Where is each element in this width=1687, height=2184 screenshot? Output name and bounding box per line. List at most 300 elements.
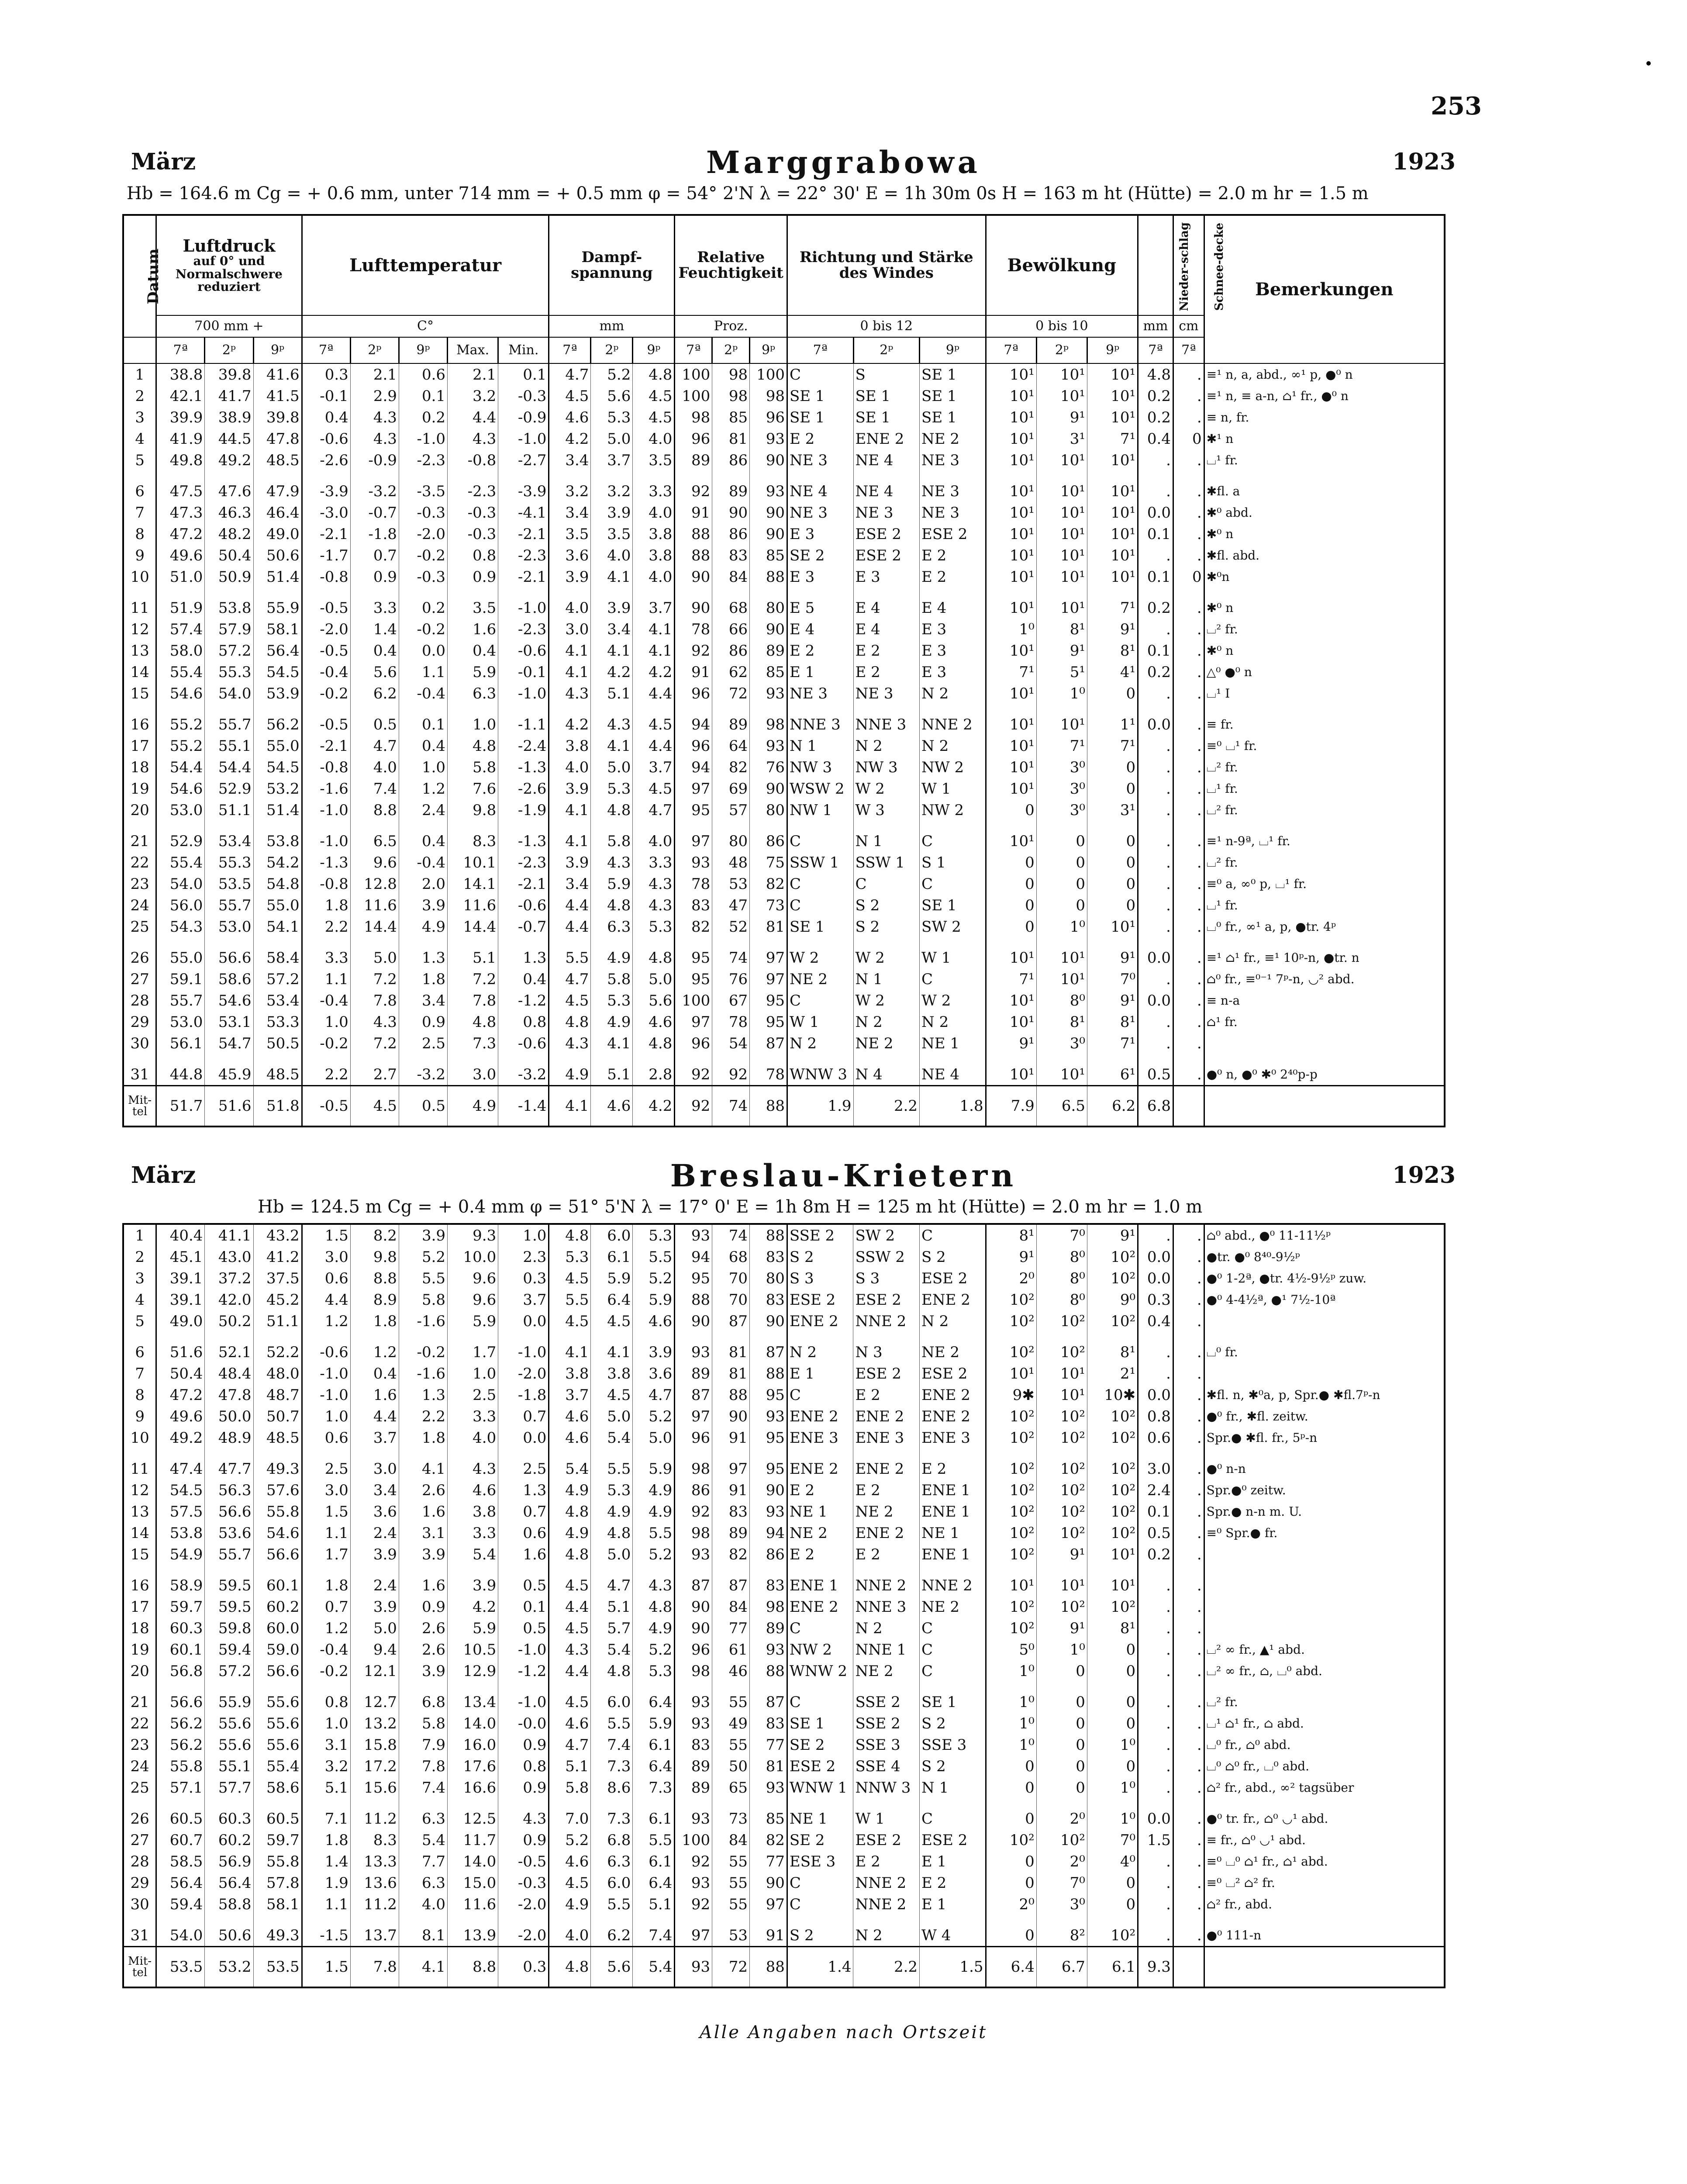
- value-cell: .: [1173, 735, 1204, 757]
- value-cell: 4.7: [549, 968, 591, 990]
- value-cell: 5⁰: [986, 1639, 1036, 1660]
- value-cell: 38.9: [205, 407, 253, 428]
- value-cell: 1.0: [302, 1011, 350, 1033]
- value-cell: 42.1: [156, 385, 205, 407]
- unit-bew: 0 bis 10: [986, 315, 1138, 337]
- value-cell: 12.7: [350, 1691, 399, 1713]
- value-cell: 49.8: [156, 449, 205, 471]
- value-cell: 3.0: [448, 1064, 498, 1086]
- remark-cell: ●⁰ 111-n: [1204, 1925, 1445, 1947]
- value-cell: .: [1173, 545, 1204, 566]
- value-cell: 0.9: [350, 566, 399, 587]
- value-cell: NW 2: [920, 799, 986, 821]
- value-cell: 74: [712, 947, 750, 968]
- table-row: [123, 1829, 1445, 1851]
- remark-cell: ⌂² fr., abd.: [1204, 1894, 1445, 1915]
- date-cell: 21: [130, 1693, 149, 1711]
- value-cell: 95: [675, 968, 712, 990]
- value-cell: .: [1173, 778, 1204, 799]
- value-cell: 51.0: [156, 566, 205, 587]
- value-cell: 1⁰: [986, 1734, 1036, 1755]
- value-cell: 49.6: [156, 545, 205, 566]
- value-cell: 1⁰: [986, 1713, 1036, 1734]
- value-cell: .: [1173, 1501, 1204, 1522]
- value-cell: -1.0: [498, 1639, 549, 1660]
- value-cell: 1.9: [302, 1872, 350, 1894]
- value-cell: N 2: [920, 735, 986, 757]
- value-cell: 2.2: [399, 1406, 447, 1427]
- value-cell: -1.8: [350, 523, 399, 545]
- value-cell: NE 2: [920, 428, 986, 449]
- value-cell: 4.5: [549, 1575, 591, 1596]
- value-cell: 55.7: [205, 714, 253, 735]
- value-cell: 17.2: [350, 1755, 399, 1777]
- value-cell: 4.9: [633, 1501, 675, 1522]
- value-cell: .: [1173, 385, 1204, 407]
- col-temp: Lufttemperatur: [302, 215, 549, 315]
- value-cell: 1.0: [448, 1363, 498, 1384]
- value-cell: SE 1: [920, 895, 986, 916]
- value-cell: 5.2: [549, 1829, 591, 1851]
- date-cell: 4: [135, 1291, 145, 1309]
- value-cell: ENE 2: [920, 1384, 986, 1406]
- table-row: [123, 1596, 1445, 1617]
- value-cell: 7.1: [302, 1808, 350, 1829]
- value-cell: 4.5: [591, 1310, 633, 1332]
- table-row: [123, 1617, 1445, 1639]
- value-cell: 48.2: [205, 523, 253, 545]
- value-cell: 5.3: [633, 1660, 675, 1682]
- value-cell: 7.2: [350, 1033, 399, 1054]
- value-cell: S 2: [920, 1755, 986, 1777]
- value-cell: SSE 4: [853, 1755, 920, 1777]
- value-cell: 7¹: [1087, 1033, 1138, 1054]
- value-cell: 6.2: [591, 1925, 633, 1947]
- value-cell: 3¹: [1036, 428, 1087, 449]
- value-cell: 56.1: [156, 1033, 205, 1054]
- value-cell: -1.3: [498, 757, 549, 778]
- value-cell: 5.4: [549, 1458, 591, 1479]
- value-cell: -2.4: [498, 735, 549, 757]
- value-cell: E 2: [853, 1544, 920, 1565]
- value-cell: 10¹: [986, 449, 1036, 471]
- value-cell: 58.5: [156, 1851, 205, 1872]
- value-cell: -3.5: [399, 480, 447, 502]
- value-cell: 0.2: [1138, 407, 1173, 428]
- value-cell: 45.9: [205, 1064, 253, 1086]
- date-cell: 20: [130, 1662, 149, 1680]
- value-cell: 3.4: [591, 619, 633, 640]
- value-cell: NE 3: [920, 502, 986, 523]
- value-cell: 55: [712, 1872, 750, 1894]
- value-cell: 55.4: [253, 1755, 302, 1777]
- value-cell: 6.8: [399, 1691, 447, 1713]
- value-cell: ESE 2: [920, 1268, 986, 1289]
- value-cell: 98: [750, 385, 787, 407]
- value-cell: 4.3: [448, 428, 498, 449]
- value-cell: .: [1173, 1427, 1204, 1448]
- value-cell: 10¹: [986, 778, 1036, 799]
- value-cell: 1⁰: [1087, 1734, 1138, 1755]
- date-cell: 28: [130, 992, 149, 1009]
- value-cell: 90: [712, 1406, 750, 1427]
- value-cell: 0.7: [498, 1406, 549, 1427]
- value-cell: -2.6: [302, 449, 350, 471]
- value-cell: .: [1173, 1289, 1204, 1310]
- value-cell: 55.7: [205, 895, 253, 916]
- value-cell: C: [787, 1691, 853, 1713]
- value-cell: 50.6: [205, 1925, 253, 1947]
- station-title: Breslau-Krietern: [670, 1158, 1017, 1194]
- value-cell: 0: [986, 799, 1036, 821]
- value-cell: .: [1173, 1458, 1204, 1479]
- value-cell: 56.2: [253, 714, 302, 735]
- value-cell: 3.8: [591, 1363, 633, 1384]
- value-cell: 5.3: [591, 407, 633, 428]
- value-cell: .: [1173, 1851, 1204, 1872]
- value-cell: E 3: [920, 619, 986, 640]
- value-cell: W 1: [853, 1808, 920, 1829]
- value-cell: 80: [750, 799, 787, 821]
- value-cell: 4.1: [549, 640, 591, 661]
- value-cell: .: [1138, 895, 1173, 916]
- value-cell: 5.4: [591, 1639, 633, 1660]
- remark-cell: ⌴² fr.: [1204, 852, 1445, 873]
- date-cell: 21: [130, 832, 149, 850]
- value-cell: 10¹: [1036, 385, 1087, 407]
- value-cell: N 1: [853, 968, 920, 990]
- value-cell: 0.4: [350, 640, 399, 661]
- value-cell: 88: [675, 545, 712, 566]
- value-cell: 54.5: [253, 757, 302, 778]
- value-cell: 10¹: [1036, 947, 1087, 968]
- value-cell: 6.4: [591, 1289, 633, 1310]
- value-cell: 4.1: [633, 619, 675, 640]
- value-cell: .: [1138, 852, 1173, 873]
- remark-cell: ✱¹ n: [1204, 428, 1445, 449]
- date-cell: 17: [130, 737, 149, 755]
- value-cell: 5.0: [591, 757, 633, 778]
- value-cell: -0.3: [448, 523, 498, 545]
- value-cell: C: [920, 1224, 986, 1246]
- value-cell: 94: [675, 1246, 712, 1268]
- value-cell: 4.9: [399, 916, 447, 937]
- value-cell: 7.3: [633, 1777, 675, 1798]
- value-cell: 47.8: [205, 1384, 253, 1406]
- value-cell: 53.8: [205, 597, 253, 619]
- value-cell: SSE 2: [853, 1691, 920, 1713]
- value-cell: C: [787, 990, 853, 1011]
- value-cell: .: [1173, 407, 1204, 428]
- value-cell: 13.7: [350, 1925, 399, 1947]
- value-cell: 58.1: [253, 1894, 302, 1915]
- table-row: [123, 480, 1445, 502]
- value-cell: 91: [712, 1479, 750, 1501]
- mean-cell: 4.1: [549, 1086, 591, 1127]
- value-cell: 4.6: [448, 1479, 498, 1501]
- table-row: [123, 449, 1445, 471]
- value-cell: 2.7: [350, 1064, 399, 1086]
- value-cell: 58.8: [205, 1894, 253, 1915]
- value-cell: 4.8: [633, 1596, 675, 1617]
- value-cell: NE 1: [787, 1501, 853, 1522]
- value-cell: 4.7: [591, 1575, 633, 1596]
- value-cell: 55.3: [205, 852, 253, 873]
- value-cell: 4.8: [591, 1522, 633, 1544]
- value-cell: 54.4: [205, 757, 253, 778]
- value-cell: 12.1: [350, 1660, 399, 1682]
- row-spacer: [123, 937, 1445, 947]
- remark-cell: ≡¹ n, a, abd., ∞¹ p, ●⁰ n: [1204, 363, 1445, 385]
- value-cell: 89: [750, 640, 787, 661]
- value-cell: 0.7: [498, 1501, 549, 1522]
- value-cell: SE 2: [787, 1734, 853, 1755]
- value-cell: 50.4: [156, 1363, 205, 1384]
- value-cell: 81: [750, 1755, 787, 1777]
- value-cell: NNE 2: [853, 1872, 920, 1894]
- value-cell: 53.8: [253, 830, 302, 852]
- value-cell: -3.9: [302, 480, 350, 502]
- value-cell: W 2: [920, 990, 986, 1011]
- value-cell: -2.3: [448, 480, 498, 502]
- value-cell: 10¹: [986, 714, 1036, 735]
- mean-cell: 1.4: [787, 1947, 853, 1988]
- value-cell: 91: [675, 502, 712, 523]
- value-cell: 53: [712, 873, 750, 895]
- value-cell: 52.2: [253, 1341, 302, 1363]
- value-cell: 0.0: [1138, 1808, 1173, 1829]
- value-cell: 6.3: [591, 916, 633, 937]
- remark-cell: ✱⁰n: [1204, 566, 1445, 587]
- value-cell: 9¹: [1087, 1224, 1138, 1246]
- remark-cell: ≡⁰ a, ∞⁰ p, ⌴¹ fr.: [1204, 873, 1445, 895]
- value-cell: 0.4: [448, 640, 498, 661]
- value-cell: .: [1173, 1639, 1204, 1660]
- table-row: [123, 1384, 1445, 1406]
- value-cell: 39.9: [156, 407, 205, 428]
- value-cell: 10¹: [986, 1011, 1036, 1033]
- value-cell: 0: [1173, 428, 1204, 449]
- value-cell: 3.5: [549, 523, 591, 545]
- value-cell: 10¹: [1087, 916, 1138, 937]
- value-cell: .: [1173, 1544, 1204, 1565]
- value-cell: 91: [712, 1427, 750, 1448]
- value-cell: 10¹: [1087, 502, 1138, 523]
- value-cell: 8.8: [350, 1268, 399, 1289]
- value-cell: SE 1: [787, 1713, 853, 1734]
- table-row: [123, 1660, 1445, 1682]
- value-cell: 4.8: [591, 895, 633, 916]
- value-cell: 12.8: [350, 873, 399, 895]
- value-cell: 100: [675, 1829, 712, 1851]
- table-row: [123, 830, 1445, 852]
- row-spacer: [123, 1565, 1445, 1575]
- value-cell: 0.2: [1138, 1544, 1173, 1565]
- value-cell: 68: [712, 1246, 750, 1268]
- value-cell: 10¹: [1036, 523, 1087, 545]
- table-row: [123, 428, 1445, 449]
- value-cell: 0.2: [1138, 661, 1173, 683]
- value-cell: NE 3: [853, 502, 920, 523]
- remark-cell: ⌴² fr.: [1204, 757, 1445, 778]
- mean-cell: 4.6: [591, 1086, 633, 1127]
- value-cell: 4.6: [633, 1011, 675, 1033]
- value-cell: 4.0: [633, 502, 675, 523]
- value-cell: 11.2: [350, 1894, 399, 1915]
- value-cell: 2.4: [350, 1522, 399, 1544]
- date-cell: 2: [135, 1248, 145, 1266]
- value-cell: -2.1: [498, 873, 549, 895]
- value-cell: C: [787, 895, 853, 916]
- value-cell: 3.3: [448, 1522, 498, 1544]
- remark-cell: ⌴⁰ fr., ⌂⁰ abd.: [1204, 1734, 1445, 1755]
- table-row: [123, 1544, 1445, 1565]
- value-cell: 3.8: [549, 735, 591, 757]
- value-cell: 4.6: [549, 1851, 591, 1872]
- value-cell: 49: [712, 1713, 750, 1734]
- value-cell: 1.2: [302, 1310, 350, 1332]
- value-cell: 5.4: [399, 1829, 447, 1851]
- value-cell: 10¹: [986, 407, 1036, 428]
- value-cell: 7⁰: [1087, 968, 1138, 990]
- remark-cell: ●⁰ fr., ✱fl. zeitw.: [1204, 1406, 1445, 1427]
- value-cell: 82: [750, 1829, 787, 1851]
- value-cell: -3.2: [350, 480, 399, 502]
- value-cell: 3.9: [549, 566, 591, 587]
- value-cell: SE 1: [920, 363, 986, 385]
- value-cell: 9✱: [986, 1384, 1036, 1406]
- value-cell: 0.5: [498, 1575, 549, 1596]
- value-cell: ENE 2: [787, 1458, 853, 1479]
- value-cell: 10¹: [1036, 566, 1087, 587]
- value-cell: 10¹: [986, 735, 1036, 757]
- value-cell: 0: [1087, 830, 1138, 852]
- value-cell: 52.9: [156, 830, 205, 852]
- value-cell: 41.7: [205, 385, 253, 407]
- value-cell: 77: [712, 1617, 750, 1639]
- value-cell: -2.1: [302, 735, 350, 757]
- value-cell: 8¹: [1036, 1011, 1087, 1033]
- value-cell: NE 3: [787, 449, 853, 471]
- value-cell: -1.6: [399, 1310, 447, 1332]
- value-cell: 88: [750, 1660, 787, 1682]
- remark-cell: ⌴¹ fr.: [1204, 449, 1445, 471]
- value-cell: -2.0: [498, 1363, 549, 1384]
- value-cell: N 2: [787, 1341, 853, 1363]
- value-cell: NNE 3: [853, 714, 920, 735]
- value-cell: NE 2: [853, 1033, 920, 1054]
- table-row: [123, 799, 1445, 821]
- remark-cell: ⌴⁰ fr.: [1204, 1341, 1445, 1363]
- value-cell: 77: [750, 1851, 787, 1872]
- value-cell: 0: [1087, 1713, 1138, 1734]
- value-cell: 0: [986, 1808, 1036, 1829]
- value-cell: 67: [712, 990, 750, 1011]
- value-cell: 56.6: [253, 1660, 302, 1682]
- value-cell: 7⁰: [1036, 1224, 1087, 1246]
- value-cell: 0: [1087, 1894, 1138, 1915]
- value-cell: -1.3: [498, 830, 549, 852]
- value-cell: .: [1173, 1033, 1204, 1054]
- value-cell: C: [787, 1617, 853, 1639]
- table-row: [123, 1246, 1445, 1268]
- value-cell: NE 4: [920, 1064, 986, 1086]
- value-cell: -0.5: [302, 597, 350, 619]
- remark-cell: ≡⁰ ⌴¹ fr.: [1204, 735, 1445, 757]
- value-cell: 0.0: [1138, 1246, 1173, 1268]
- value-cell: 10²: [986, 1829, 1036, 1851]
- value-cell: 81: [712, 1341, 750, 1363]
- value-cell: 55.6: [253, 1713, 302, 1734]
- value-cell: 87: [750, 1691, 787, 1713]
- value-cell: SE 1: [853, 385, 920, 407]
- value-cell: -2.3: [399, 449, 447, 471]
- value-cell: 1.6: [350, 1384, 399, 1406]
- value-cell: 97: [750, 947, 787, 968]
- value-cell: S 2: [787, 1246, 853, 1268]
- value-cell: 4.5: [549, 1268, 591, 1289]
- value-cell: 98: [675, 1522, 712, 1544]
- value-cell: 0.0: [1138, 947, 1173, 968]
- value-cell: 56.8: [156, 1660, 205, 1682]
- value-cell: 1.8: [302, 1575, 350, 1596]
- value-cell: S 2: [787, 1925, 853, 1947]
- value-cell: 3.9: [399, 1544, 447, 1565]
- value-cell: W 4: [920, 1925, 986, 1947]
- table-row: [123, 1639, 1445, 1660]
- value-cell: E 1: [787, 661, 853, 683]
- value-cell: 10¹: [1036, 714, 1087, 735]
- table-row: [123, 619, 1445, 640]
- value-cell: 7.3: [448, 1033, 498, 1054]
- value-cell: 98: [750, 1596, 787, 1617]
- table-row: [123, 735, 1445, 757]
- value-cell: 1.0: [448, 714, 498, 735]
- value-cell: C: [920, 1660, 986, 1682]
- value-cell: ENE 2: [920, 1406, 986, 1427]
- value-cell: 4.1: [633, 640, 675, 661]
- remark-cell: ●⁰ 1-2ª, ●tr. 4½-9½ᵖ zuw.: [1204, 1268, 1445, 1289]
- value-cell: ESE 2: [920, 1363, 986, 1384]
- value-cell: E 1: [787, 1363, 853, 1384]
- value-cell: 0.2: [1138, 597, 1173, 619]
- date-cell: 26: [130, 1810, 149, 1828]
- value-cell: 11.6: [448, 1894, 498, 1915]
- date-cell: 3: [135, 1269, 145, 1287]
- value-cell: .: [1173, 990, 1204, 1011]
- value-cell: ENE 1: [920, 1544, 986, 1565]
- value-cell: 7.4: [399, 1777, 447, 1798]
- value-cell: 95: [750, 990, 787, 1011]
- value-cell: 98: [712, 385, 750, 407]
- value-cell: 89: [712, 714, 750, 735]
- value-cell: .: [1173, 640, 1204, 661]
- date-cell: 14: [130, 663, 149, 681]
- value-cell: N 3: [853, 1341, 920, 1363]
- value-cell: 2.1: [448, 363, 498, 385]
- mean-label: Mit-tel: [123, 1947, 156, 1988]
- value-cell: 90: [750, 1872, 787, 1894]
- value-cell: .: [1173, 1522, 1204, 1544]
- value-cell: 100: [675, 990, 712, 1011]
- value-cell: 56.2: [156, 1734, 205, 1755]
- value-cell: SSE 3: [853, 1734, 920, 1755]
- value-cell: .: [1173, 1064, 1204, 1086]
- value-cell: 14.4: [448, 916, 498, 937]
- value-cell: 10¹: [986, 1575, 1036, 1596]
- value-cell: 0.0: [498, 1427, 549, 1448]
- value-cell: NNE 1: [853, 1639, 920, 1660]
